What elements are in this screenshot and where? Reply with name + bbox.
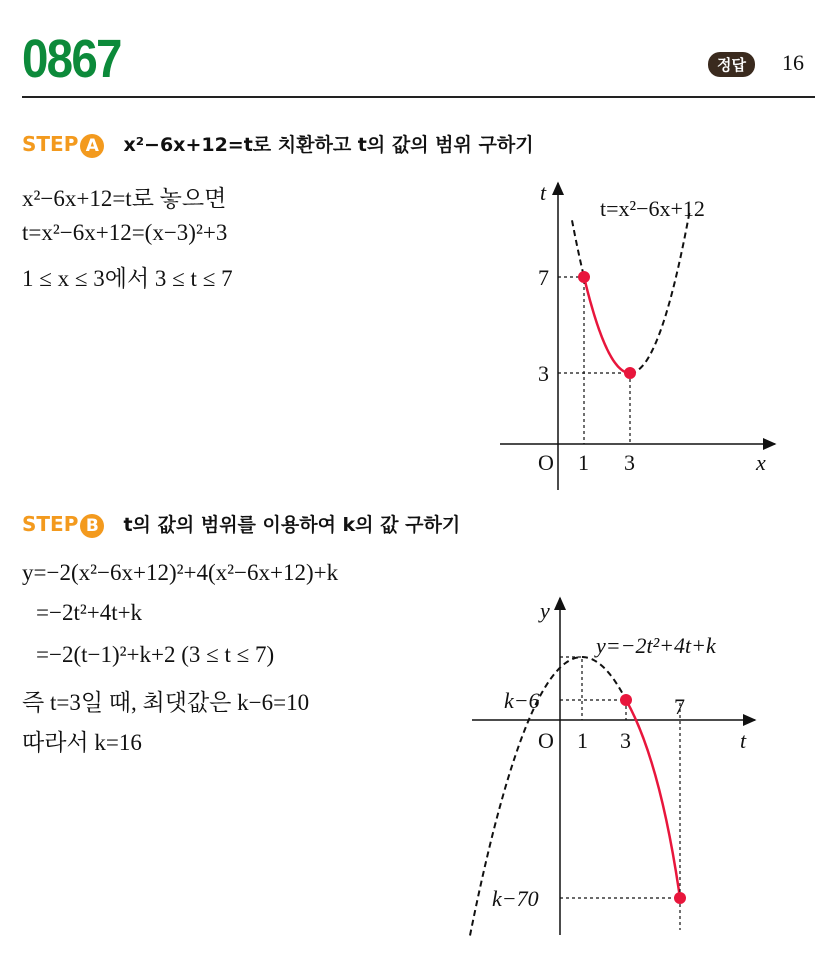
step-a-title: x²−6x+12=t로 치환하고 t의 값의 범위 구하기 <box>123 134 534 156</box>
graph-a-x-label: x <box>756 450 766 475</box>
graph-a-xtick-3: 3 <box>624 450 635 475</box>
graph-a-curve-label: t=x²−6x+12 <box>600 196 705 221</box>
answer-badge: 정답 <box>708 52 755 77</box>
graph-b-ytick-k6: k−6 <box>504 688 540 713</box>
step-b-line-1: y=−2(x²−6x+12)²+4(x²−6x+12)+k <box>22 560 339 585</box>
graph-a-origin: O <box>538 450 554 475</box>
step-a-line-2: t=x²−6x+12=(x−3)²+3 <box>22 220 228 245</box>
graph-a-dashed-curve <box>572 210 690 373</box>
step-b-line-4: 즉 t=3일 때, 최댓값은 k−6=10 <box>22 690 310 715</box>
graph-b-ytick-k70: k−70 <box>492 886 539 911</box>
step-b-label: STEP <box>22 512 79 536</box>
step-a-letter: A <box>80 134 104 158</box>
graph-a-guides <box>558 277 630 444</box>
step-a-line-3: 1 ≤ x ≤ 3에서 3 ≤ t ≤ 7 <box>22 266 233 291</box>
graph-a <box>500 180 775 490</box>
graph-b-curve-label: y=−2t²+4t+k <box>596 633 716 658</box>
graph-b-guides <box>560 657 680 930</box>
step-a-label: STEP <box>22 132 79 156</box>
graph-a-point-3 <box>624 367 636 379</box>
graph-a-highlight-curve <box>584 277 630 373</box>
graph-a-xtick-1: 1 <box>578 450 589 475</box>
graph-a-point-1 <box>578 271 590 283</box>
step-b-line-5: 따라서 k=16 <box>22 730 142 755</box>
graph-b-xtick-1: 1 <box>577 728 588 753</box>
step-a-line-1: x²−6x+12=t로 놓으면 <box>22 186 227 211</box>
problem-number: 0867 <box>22 29 121 89</box>
graph-a-ytick-7: 7 <box>538 265 549 290</box>
graph-b-x-label: t <box>740 728 747 753</box>
graph-b-xtick-3: 3 <box>620 728 631 753</box>
step-b-line-2: =−2t²+4t+k <box>36 600 143 625</box>
graph-b <box>470 598 755 936</box>
graph-a-ytick-3: 3 <box>538 361 549 386</box>
step-b-line-3: =−2(t−1)²+k+2 (3 ≤ t ≤ 7) <box>36 642 275 667</box>
graph-b-xtick-7: 7 <box>674 694 685 719</box>
answer-value: 16 <box>782 50 804 75</box>
step-b-title: t의 값의 범위를 이용하여 k의 값 구하기 <box>123 514 461 536</box>
graph-a-y-label: t <box>540 180 547 205</box>
graph-b-point-3 <box>620 694 632 706</box>
graph-b-y-label: y <box>540 598 550 623</box>
graph-b-origin: O <box>538 728 554 753</box>
graph-b-point-7 <box>674 892 686 904</box>
graph-b-highlight-curve <box>626 700 680 898</box>
step-b-letter: B <box>80 514 104 538</box>
